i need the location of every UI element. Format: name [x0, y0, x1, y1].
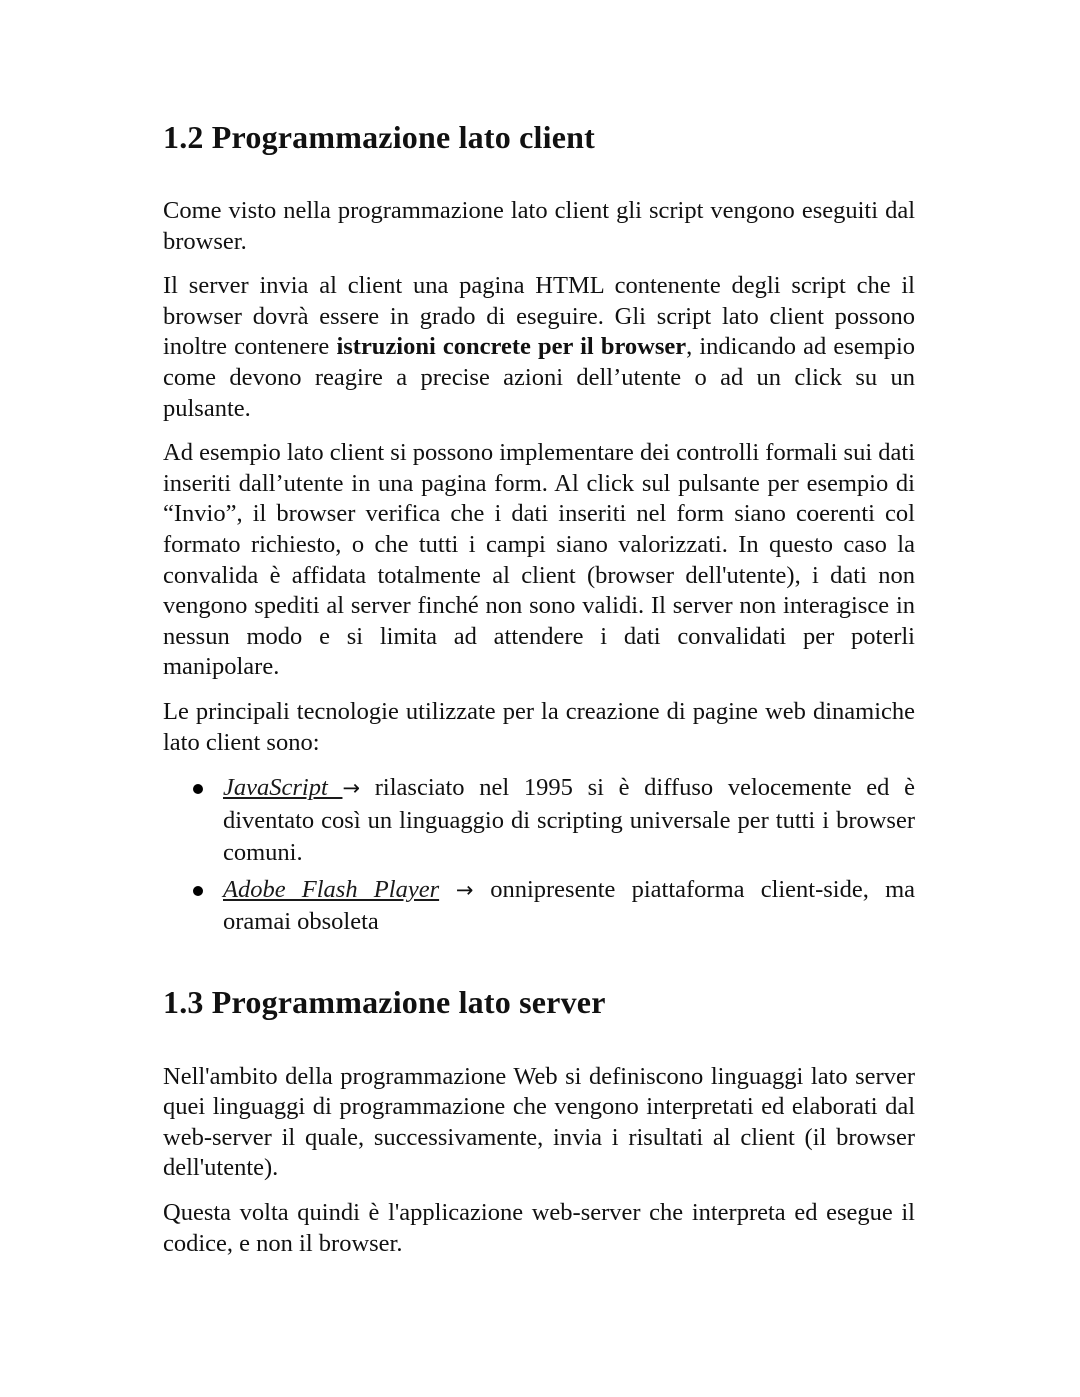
- list-item-flash-player: [163, 874, 915, 939]
- arrow-right-icon: →: [439, 877, 491, 902]
- bullet-icon: [193, 886, 203, 896]
- paragraph-client-scripts: [163, 271, 915, 424]
- section-heading-client: 1.2 Programmazione lato client: [163, 119, 595, 155]
- flash-player-description: onnipresente piattaforma client-side, ma oramai obsoleta: [223, 875, 915, 936]
- bullet-icon: [193, 784, 203, 794]
- flash-player-link[interactable]: Adobe Flash Player: [223, 875, 440, 903]
- section-heading-server: 1.3 Programmazione lato server: [163, 983, 606, 1020]
- javascript-link[interactable]: JavaScript: [223, 774, 343, 802]
- paragraph-client-scripts-text-1: Il server invia al client una pagina HTML contenente degli script che il browser dovrà essere in grado di eseguire. Gli script lato client possono inoltre contenere: [163, 272, 915, 361]
- paragraph-server-definition: Nell'ambito della programmazione Web si definiscono linguaggi lato server quei linguaggi di programmazione che vengono interpretati ed elaborati dal web-server il quale, successivamente, invia i risultati al client (il browser dell'utente).: [163, 1062, 915, 1182]
- paragraph-client-intro: Come visto nella programmazione lato client gli script vengono eseguiti dal browser.: [163, 197, 915, 255]
- paragraph-server-execution: Questa volta quindi è l'applicazione web-server che interpreta ed esegue il codice, e non il browser.: [163, 1198, 915, 1257]
- paragraph-client-scripts-bold: istruzioni concrete per il browser: [336, 333, 687, 361]
- paragraph-client-scripts-text-2: , indicando ad esempio come devono reagire a precise azioni dell’utente o ad un click su un pulsante.: [163, 333, 916, 422]
- technology-list: [163, 772, 915, 939]
- paragraph-client-technologies: Le principali tecnologie utilizzate per la creazione di pagine web dinamiche lato client sono:: [163, 697, 915, 756]
- javascript-description: rilasciato nel 1995 si è diffuso velocemente ed è diventato così un linguaggio di scripting universale per tutti i browser comuni.: [223, 774, 915, 867]
- document-content: [163, 0, 915, 1259]
- paragraph-client-validation: Ad esempio lato client si possono implementare dei controlli formali sui dati inseriti dall’utente in una pagina form. Al click sul pulsante per esempio di “Invio”, il browser verifica che i dati inseriti nel form siano coerenti col formato richiesto, o che tutti i campi siano valorizzati. In questo caso la convalida è affidata totalmente al client (browser dell'utente), i dati non vengono spediti al server finché non sono validi. Il server non interagisce in nessun modo e si limita ad attendere i dati convalidati per poterli manipolare.: [163, 439, 915, 681]
- list-item-javascript: [163, 772, 915, 870]
- arrow-right-icon: →: [342, 776, 361, 801]
